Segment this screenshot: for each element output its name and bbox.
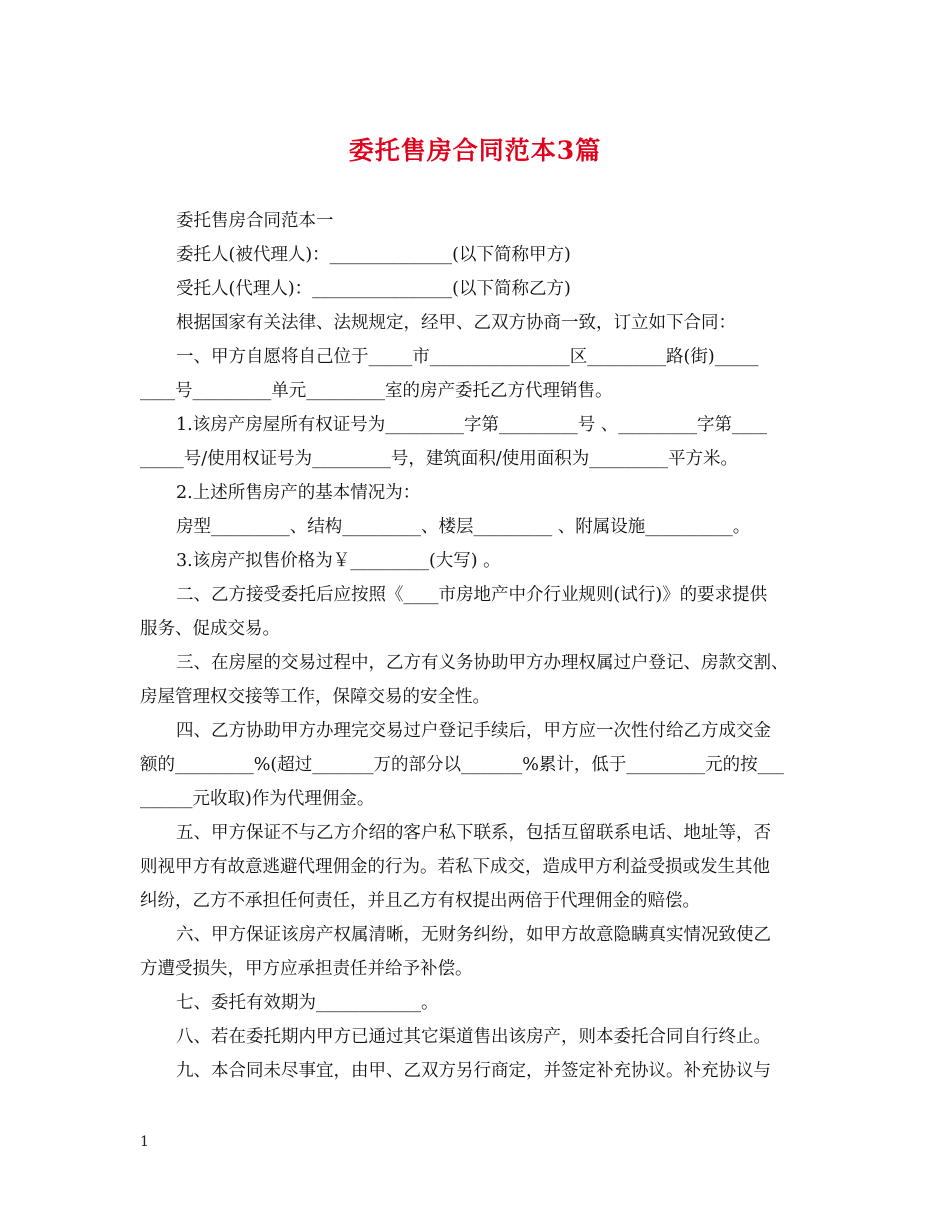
document-line: 一、甲方自愿将自己位于_____市________________区_________路(街)_____	[176, 347, 759, 367]
document-line: 房型_________、结构_________、楼层_________ 、附属设施__________。	[176, 517, 751, 537]
document-body	[140, 204, 816, 1088]
document-line: 委托人(被代理人)：______________(以下简称甲方)	[176, 245, 571, 265]
document-line: 纠纷，乙方不承担任何责任，并且乙方有权提出两倍于代理佣金的赔偿。	[140, 891, 700, 911]
document-line: 四、乙方协助甲方办理完交易过户登记手续后，甲方应一次性付给乙方成交金	[176, 721, 771, 741]
document-line: 则视甲方有故意逃避代理佣金的行为。若私下成交，造成甲方利益受损或发生其他	[140, 857, 770, 877]
document-line: 二、乙方接受委托后应按照《____市房地产中介行业规则(试行)》的要求提供	[176, 585, 768, 605]
document-line: 九、本合同未尽事宜，由甲、乙双方另行商定，并签定补充协议。补充协议与	[176, 1061, 771, 1081]
document-line: 七、委托有效期为____________。	[176, 993, 439, 1013]
document-title: 委托售房合同范本3篇	[348, 136, 602, 165]
document-line: 房屋管理权交接等工作，保障交易的安全性。	[140, 687, 490, 707]
document-line: ____号_________单元_________室的房产委托乙方代理销售。	[140, 381, 613, 401]
document-line: 方遭受损失，甲方应承担责任并给予补偿。	[140, 959, 473, 979]
document-line: 1.该房产房屋所有权证号为_________字第_________号 、_________字第____	[176, 415, 768, 435]
document-line: 根据国家有关法律、法规规定，经甲、乙双方协商一致，订立如下合同：	[176, 313, 736, 333]
document-line: 八、若在委托期内甲方已通过其它渠道售出该房产，则本委托合同自行终止。	[176, 1027, 771, 1047]
document-line: 2.上述所售房产的基本情况为：	[176, 483, 421, 503]
document-line: 额的_________%(超过_______万的部分以_______%累计，低于_________元的按___	[140, 755, 784, 775]
document-line: 委托售房合同范本一	[176, 211, 334, 231]
document-line: _____号/使用权证号为_________号，建筑面积/使用面积为_________平方米。	[140, 449, 739, 469]
document-line: 五、甲方保证不与乙方介绍的客户私下联系，包括互留联系电话、地址等，否	[176, 823, 771, 843]
document-line: 服务、促成交易。	[140, 619, 280, 639]
document-line: ______元收取)作为代理佣金。	[140, 789, 375, 809]
document-line: 六、甲方保证该房产权属清晰，无财务纠纷，如甲方故意隐瞒真实情况致使乙	[176, 925, 771, 945]
document-line: 受托人(代理人)：________________(以下简称乙方)	[176, 279, 571, 299]
document-line: 3.该房产拟售价格为￥_________(大写) 。	[176, 551, 501, 571]
document-line: 三、在房屋的交易过程中，乙方有义务协助甲方办理权属过户登记、房款交割、	[176, 653, 789, 673]
page-number: 1	[140, 1134, 149, 1150]
